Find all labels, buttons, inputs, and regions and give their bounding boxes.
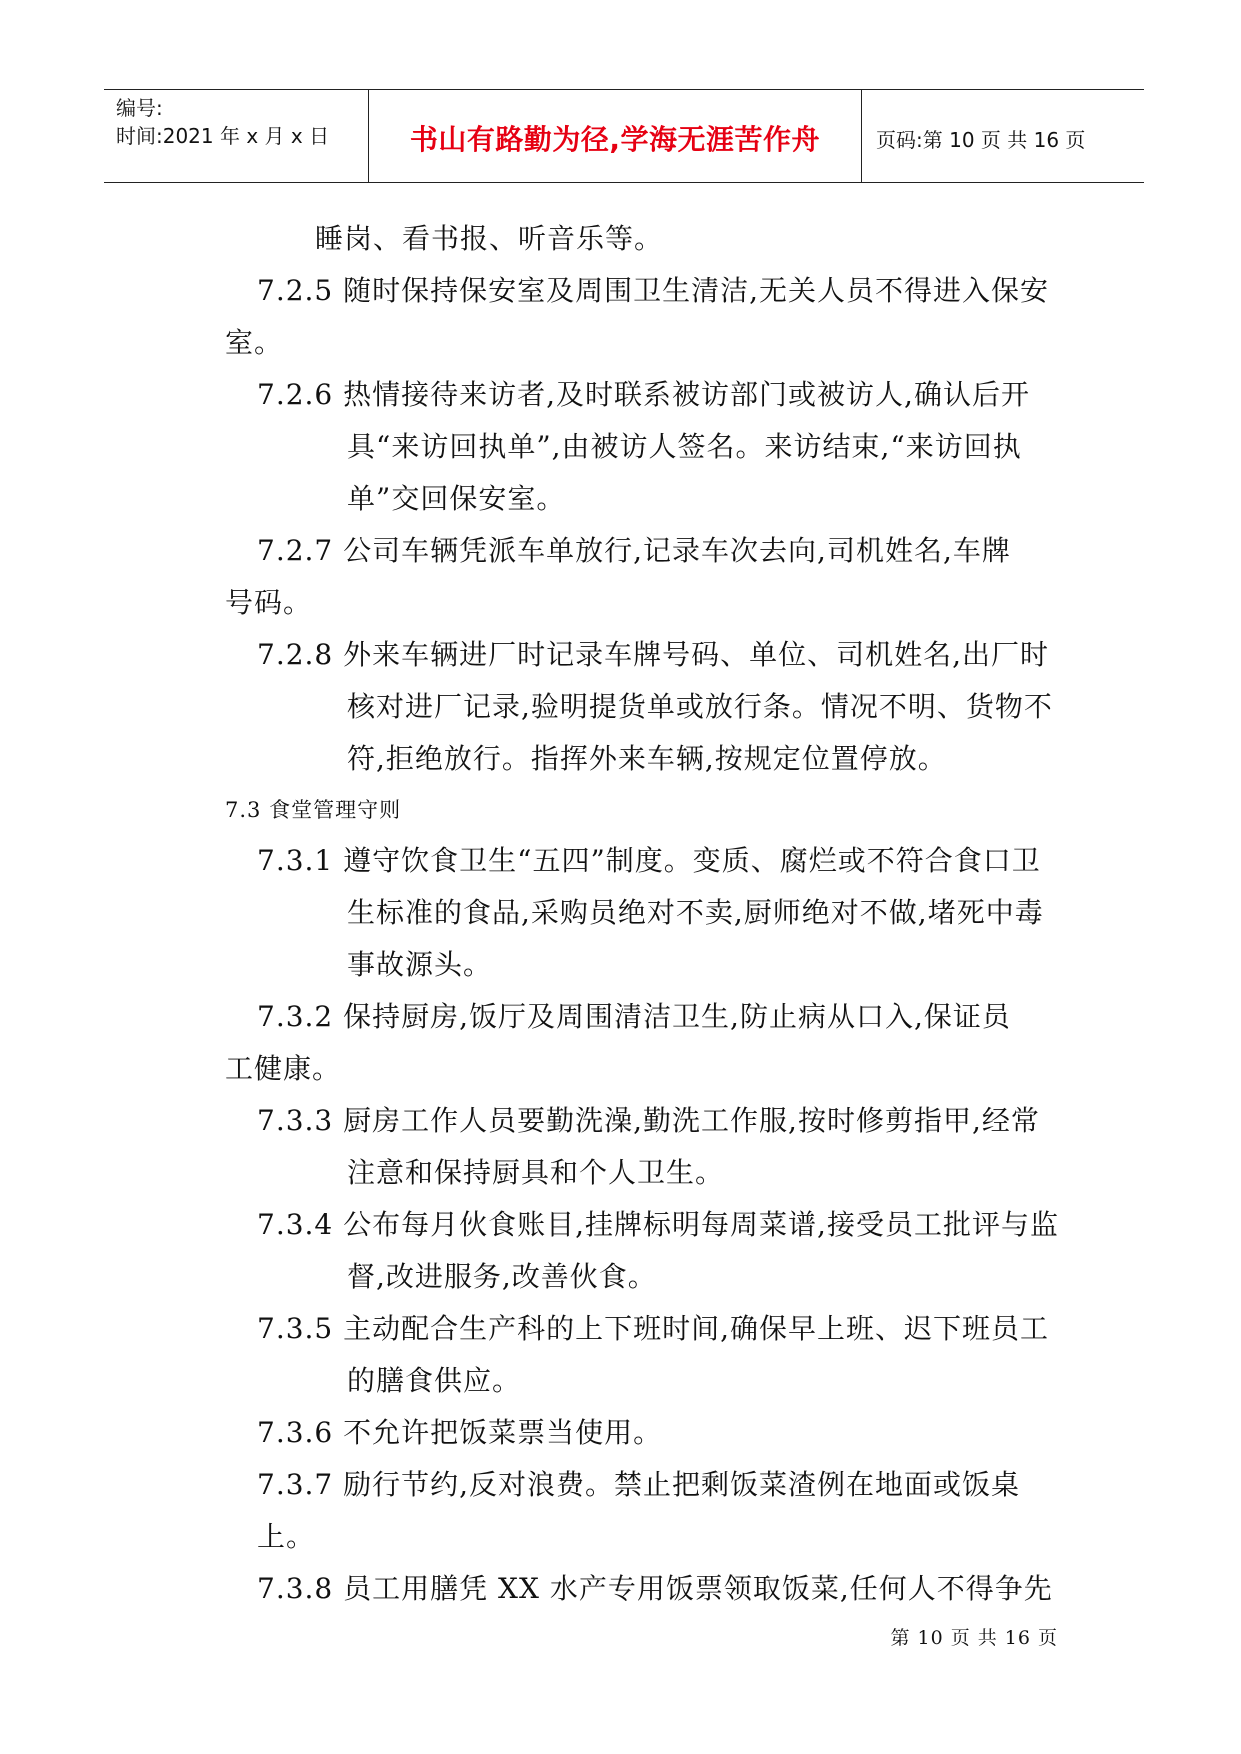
paragraph: 7.3.7 励行节约,反对浪费。禁止把剩饭菜渣例在地面或饭桌上。 xyxy=(257,1468,1021,1553)
paragraph: 7.3.1 遵守饮食卫生“五四”制度。变质、腐烂或不符合食口卫生标准的食品,采购员绝对不卖,厨师绝对不做,堵死中毒事故源头。 xyxy=(257,844,1044,981)
paragraph: 7.3.8 员工用膳凭 XX 水产专用饭票领取饭菜,任何人不得争先 xyxy=(257,1572,1053,1605)
paragraph: 7.3.2 保持厨房,饭厅及周围清洁卫生,防止病从口入,保证员 xyxy=(257,1000,1011,1033)
paragraph: 工健康。 xyxy=(225,1052,342,1085)
header-motto: 书山有路勤为径,学海无涯苦作舟 xyxy=(409,123,821,156)
document-body xyxy=(225,213,1065,1615)
section-heading: 7.3 食堂管理守则 xyxy=(225,798,402,822)
page-header xyxy=(104,89,1144,183)
header-divider xyxy=(368,90,369,182)
paragraph: 室。 xyxy=(225,326,284,359)
header-divider xyxy=(861,90,862,182)
paragraph: 7.3.6 不允许把饭菜票当使用。 xyxy=(257,1416,663,1449)
paragraph: 7.3.4 公布每月伙食账目,挂牌标明每周菜谱,接受员工批评与监督,改进服务,改善伙食。 xyxy=(257,1208,1059,1293)
paragraph: 7.3.5 主动配合生产科的上下班时间,确保早上班、迟下班员工的膳食供应。 xyxy=(257,1312,1050,1397)
paragraph: 7.2.8 外来车辆进厂时记录车牌号码、单位、司机姓名,出厂时核对进厂记录,验明提货单或放行条。情况不明、货物不符,拒绝放行。指挥外来车辆,按规定位置停放。 xyxy=(257,638,1053,775)
paragraph: 7.3.3 厨房工作人员要勤洗澡,勤洗工作服,按时修剪指甲,经常注意和保持厨具和个人卫生。 xyxy=(257,1104,1040,1189)
paragraph: 7.2.6 热情接待来访者,及时联系被访部门或被访人,确认后开具“来访回执单”,由被访人签名。来访结束,“来访回执单”交回保安室。 xyxy=(257,378,1030,515)
paragraph: 号码。 xyxy=(225,586,313,619)
doc-number-label: 编号: xyxy=(116,96,163,120)
page-footer: 第 10 页 共 16 页 xyxy=(890,1627,1058,1649)
header-page-code: 页码:第 10 页 共 16 页 xyxy=(876,128,1086,152)
header-meta xyxy=(116,94,329,150)
paragraph: 睡岗、看书报、听音乐等。 xyxy=(315,222,664,255)
time-label: 时间:2021 年 x 月 x 日 xyxy=(116,124,330,148)
paragraph: 7.2.7 公司车辆凭派车单放行,记录车次去向,司机姓名,车牌 xyxy=(257,534,1011,567)
paragraph: 7.2.5 随时保持保安室及周围卫生清洁,无关人员不得进入保安 xyxy=(257,274,1050,307)
